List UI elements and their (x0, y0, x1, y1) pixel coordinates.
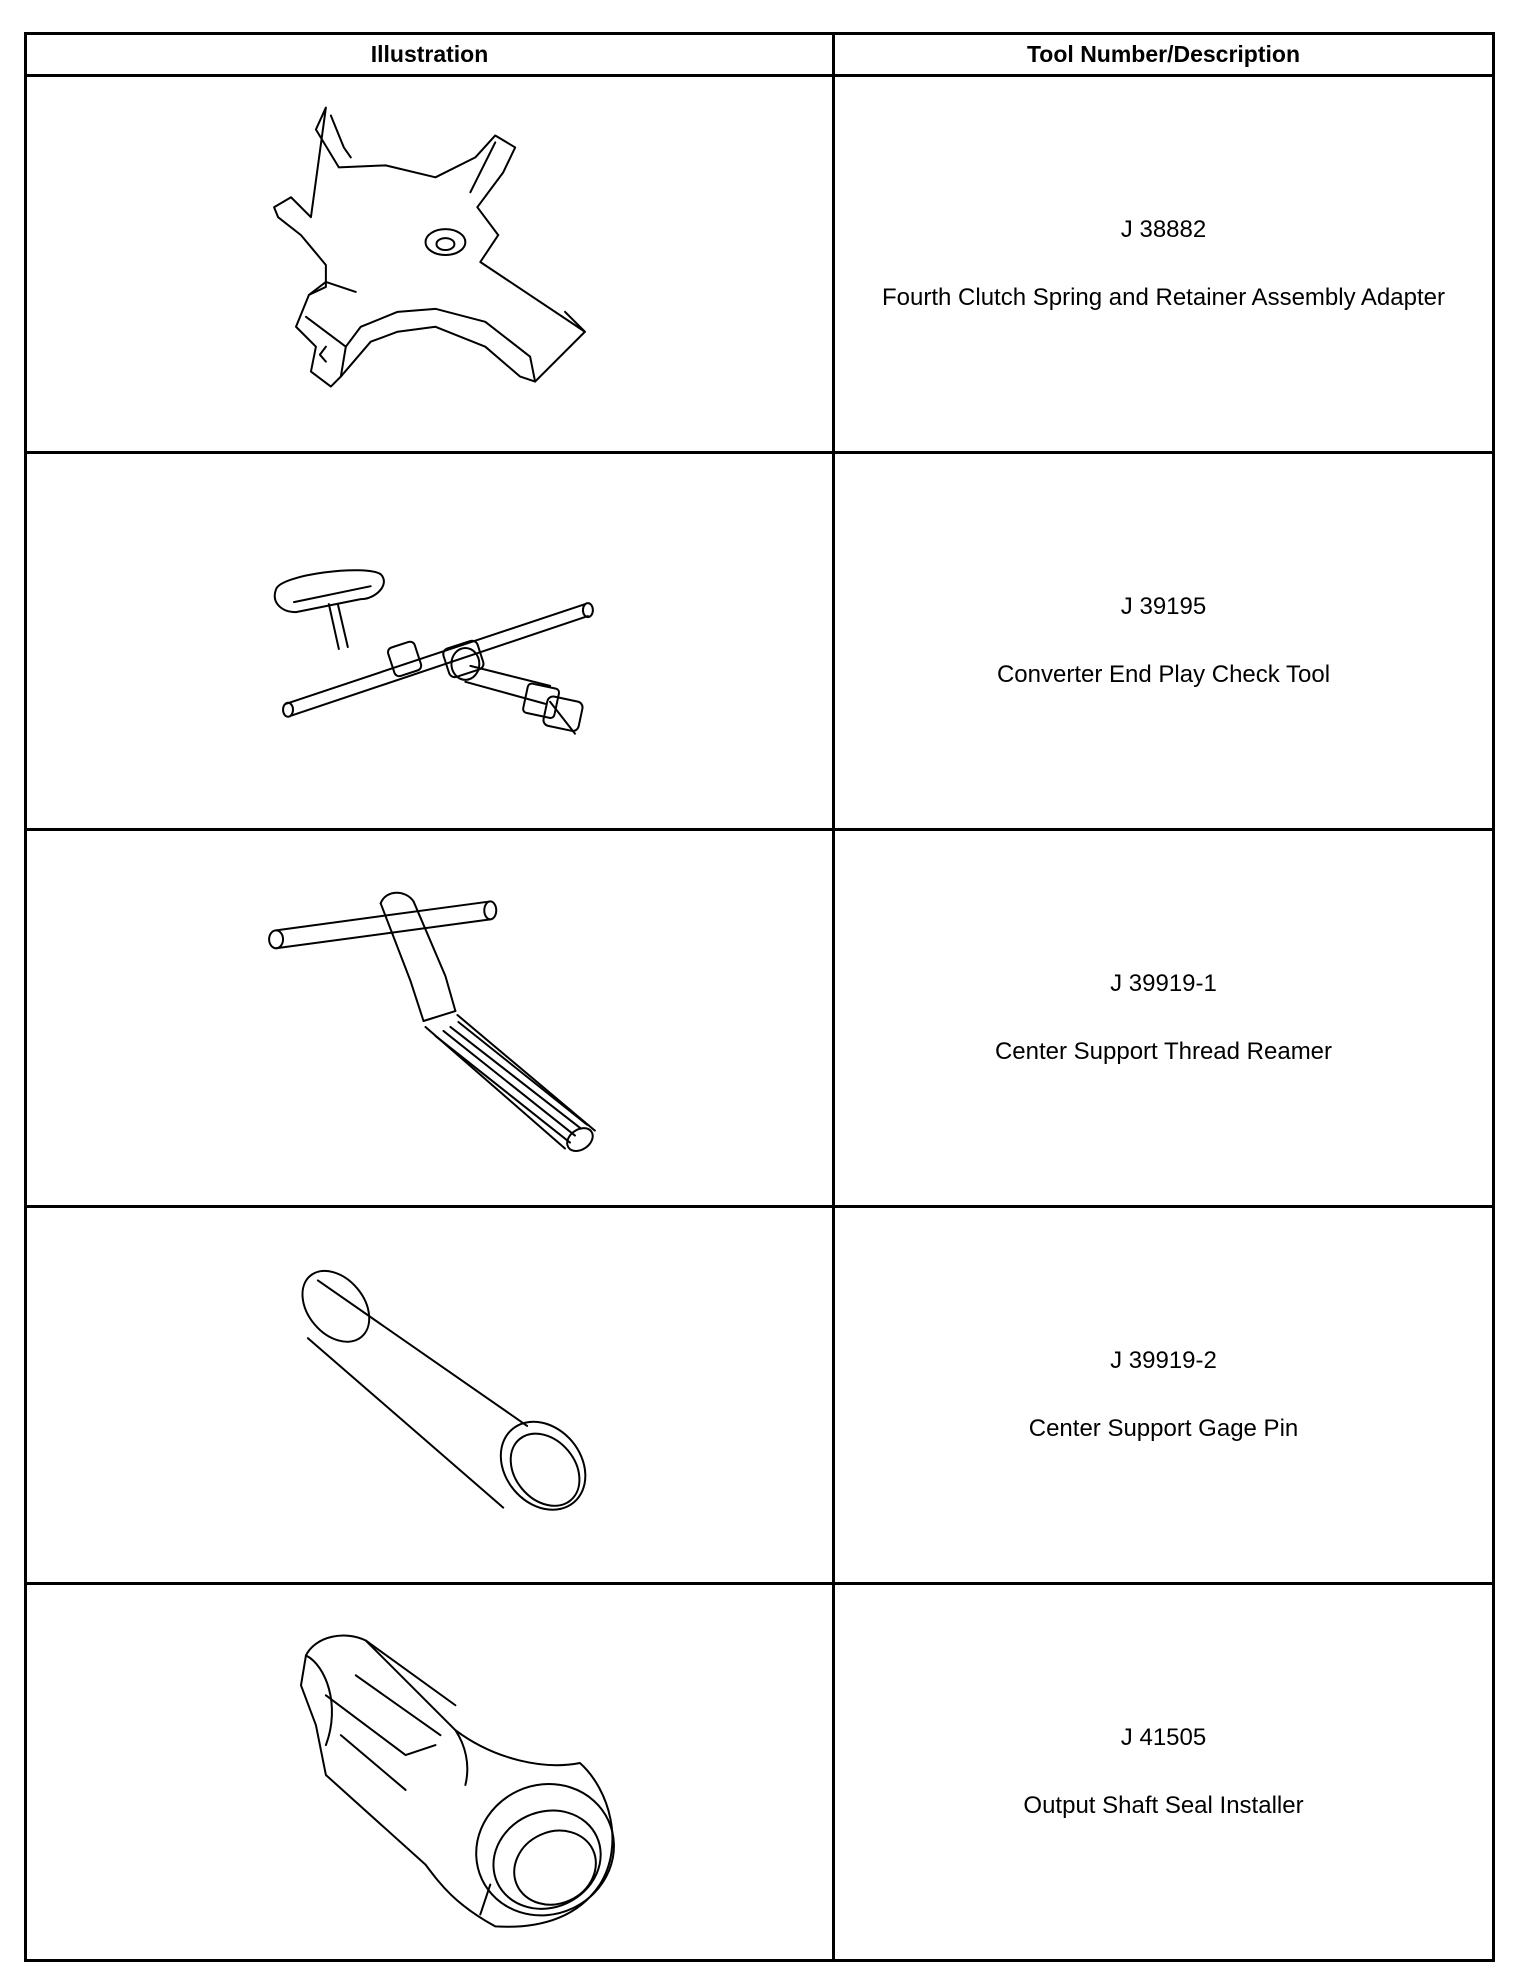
end-play-check-tool-icon (27, 454, 832, 828)
illustration-cell (26, 76, 834, 453)
description-cell (834, 830, 1494, 1207)
tool-description: Converter End Play Check Tool (996, 661, 1331, 688)
illustration-cell (26, 1207, 834, 1584)
description-header: Tool Number/Description (834, 34, 1494, 76)
illustration-cell (26, 453, 834, 830)
tool-description: Fourth Clutch Spring and Retainer Assembly Adapter (882, 284, 1445, 311)
gage-pin-icon (27, 1208, 832, 1582)
table-row (26, 76, 1494, 453)
description-cell (834, 1207, 1494, 1584)
description-cell (834, 1584, 1494, 1961)
seal-installer-icon (27, 1585, 832, 1959)
spring-retainer-adapter-icon (27, 77, 832, 451)
special-tools-table (24, 32, 1495, 1962)
tool-number: J 39919-1 (1110, 970, 1217, 997)
thread-reamer-icon (27, 831, 832, 1205)
table-row (26, 830, 1494, 1207)
tool-description: Center Support Thread Reamer (994, 1038, 1333, 1065)
description-cell (834, 76, 1494, 453)
tool-description: Output Shaft Seal Installer (1023, 1792, 1304, 1819)
table-row (26, 453, 1494, 830)
illustration-cell (26, 1584, 834, 1961)
table-row (26, 1207, 1494, 1584)
tool-description: Center Support Gage Pin (1028, 1415, 1299, 1442)
tool-number: J 41505 (1120, 1724, 1207, 1751)
illustration-cell (26, 830, 834, 1207)
tool-number: J 39195 (1120, 593, 1207, 620)
tool-number: J 38882 (1120, 216, 1207, 243)
illustration-header: Illustration (26, 34, 834, 76)
header-row (26, 34, 1494, 76)
description-cell (834, 453, 1494, 830)
tool-number: J 39919-2 (1110, 1347, 1217, 1374)
table-row (26, 1584, 1494, 1961)
